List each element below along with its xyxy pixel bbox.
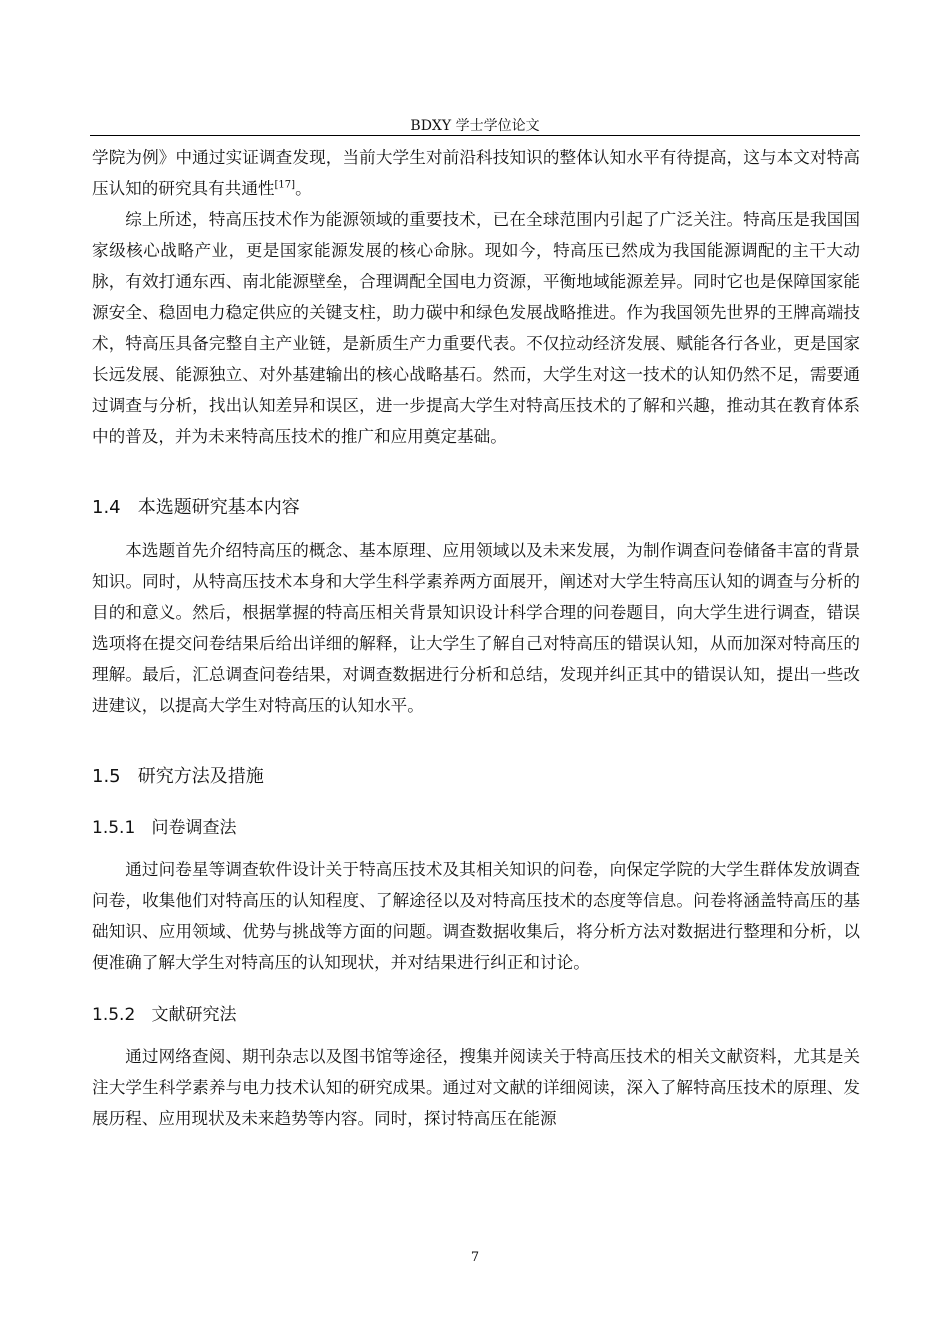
- page-body: [92, 142, 860, 1134]
- page-number: 7: [470, 1250, 480, 1265]
- section-heading-1-5-2: 1.5.2 文献研究法: [92, 1005, 237, 1025]
- section-heading-1-4: 1.4 本选题研究基本内容: [92, 497, 300, 518]
- running-header: BDXY 学士学位论文: [410, 118, 540, 134]
- paragraph-continuation: [92, 142, 860, 204]
- header-rule: [90, 135, 860, 136]
- section-1-5-2-body: 通过网络查阅、期刊杂志以及图书馆等途径，搜集并阅读关于特高压技术的相关文献资料，尤其是关注大学生科学素养与电力技术认知的研究成果。通过对文献的详细阅读，深入了解特高压技术的原理、发展历程、应用现状及未来趋势等内容。同时，探讨特高压在能源: [92, 1047, 860, 1128]
- citation-ref: [17]: [274, 179, 296, 191]
- section-1-4-body: 本选题首先介绍特高压的概念、基本原理、应用领域以及未来发展，为制作调查问卷储备丰富的背景知识。同时，从特高压技术本身和大学生科学素养两方面展开，阐述对大学生特高压认知的调查与分析的目的和意义。然后，根据掌握的特高压相关背景知识设计科学合理的问卷题目，向大学生进行调查，错误选项将在提交问卷结果后给出详细的解释，让大学生了解自己对特高压的错误认知，从而加深对特高压的理解。最后，汇总调查问卷结果，对调查数据进行分析和总结，发现并纠正其中的错误认知，提出一些改进建议，以提高大学生对特高压的认知水平。: [92, 541, 860, 715]
- section-heading-1-5: 1.5 研究方法及措施: [92, 766, 264, 787]
- section-1-5-1-body: 通过问卷星等调查软件设计关于特高压技术及其相关知识的问卷，向保定学院的大学生群体发放调查问卷，收集他们对特高压的认知程度、了解途径以及对特高压技术的态度等信息。问卷将涵盖特高压的基础知识、应用领域、优势与挑战等方面的问题。调查数据收集后，将分析方法对数据进行整理和分析，以便准确了解大学生对特高压的认知现状，并对结果进行纠正和讨论。: [92, 860, 860, 972]
- paragraph-summary: 综上所述，特高压技术作为能源领域的重要技术，已在全球范围内引起了广泛关注。特高压是我国国家级核心战略产业，更是国家能源发展的核心命脉。现如今，特高压已然成为我国能源调配的主干大动脉，有效打通东西、南北能源壁垒，合理调配全国电力资源，平衡地域能源差异。同时它也是保障国家能源安全、稳固电力稳定供应的关键支柱，助力碳中和绿色发展战略推进。作为我国领先世界的王牌高端技术，特高压具备完整自主产业链，是新质生产力重要代表。不仅拉动经济发展、赋能各行各业，更是国家长远发展、能源独立、对外基建输出的核心战略基石。然而，大学生对这一技术的认知仍然不足，需要通过调查与分析，找出认知差异和误区，进一步提高大学生对特高压技术的了解和兴趣，推动其在教育体系中的普及，并为未来特高压技术的推广和应用奠定基础。: [92, 210, 860, 446]
- paragraph-text: 学院为例》中通过实证调查发现，当前大学生对前沿科技知识的整体认知水平有待提高，这与本文对特高压认知的研究具有共通性: [92, 148, 860, 198]
- section-heading-1-5-1: 1.5.1 问卷调查法: [92, 818, 237, 838]
- paragraph-end: 。: [295, 179, 312, 198]
